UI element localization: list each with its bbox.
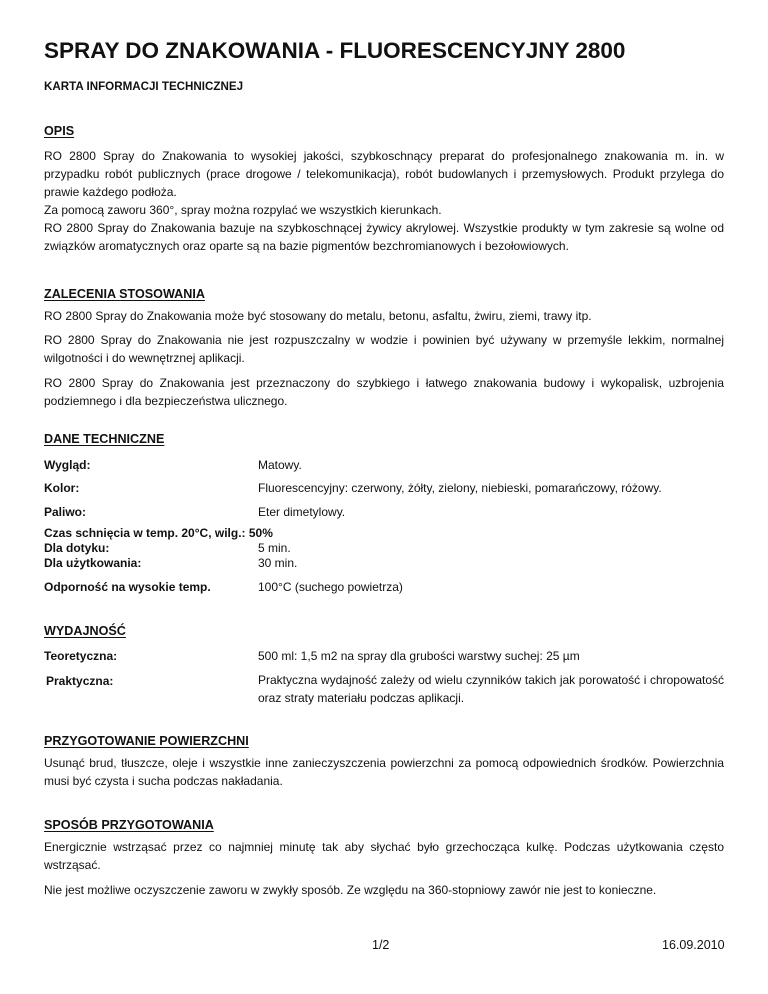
przygotowanie-powierzchni-paragraph: Usunąć brud, tłuszcze, oleje i wszystkie inne zanieczyszczenia powierzchni za pomocą odpowiednich środków. Powierzchnia musi być czysta i sucha podczas nakładania.: [44, 756, 724, 788]
section-heading-zalecenia: ZALECENIA STOSOWANIA: [44, 287, 205, 301]
odpornosc-value: 100°C (suchego powietrza): [258, 580, 403, 594]
section-heading-dane: DANE TECHNICZNE: [44, 432, 165, 446]
sposob-paragraph-2: Nie jest możliwe oczyszczenie zaworu w zwykły sposób. Ze względu na 360-stopniowy zawór nie jest to konieczne.: [44, 883, 657, 897]
document-subtitle: KARTA INFORMACJI TECHNICZNEJ: [44, 80, 244, 93]
uzytkowanie-label: Dla użytkowania:: [44, 556, 142, 570]
page-number: 1/2: [372, 938, 390, 952]
kolor-value: Fluorescencyjny: czerwony, żółty, zielony, niebieski, pomarańczowy, różowy.: [258, 481, 662, 495]
section-heading-opis: OPIS: [44, 124, 75, 138]
section-heading-przygotowanie-powierzchni: PRZYGOTOWANIE POWIERZCHNI: [44, 734, 249, 748]
zalecenia-paragraph-3: RO 2800 Spray do Znakowania jest przeznaczony do szybkiego i łatwego znakowania budowy i wykopalisk, uzbrojenia podziemnego i dla bezpieczeństwa ulicznego.: [44, 376, 724, 408]
paliwo-value: Eter dimetylowy.: [258, 505, 346, 519]
praktyczna-value: Praktyczna wydajność zależy od wielu czynników takich jak porowatość i chropowatość oraz straty materiału podczas aplikacji.: [258, 673, 724, 705]
teoretyczna-label: Teoretyczna:: [44, 649, 118, 663]
kolor-label: Kolor:: [44, 481, 80, 495]
section-heading-sposob: SPOSÓB PRZYGOTOWANIA: [44, 818, 214, 832]
dotyk-value: 5 min.: [258, 541, 291, 555]
wyglad-label: Wygląd:: [44, 458, 91, 472]
sposob-paragraph-1: Energicznie wstrząsać przez co najmniej minutę tak aby słychać było grzechocząca kulkę. Podczas użytkowania często wstrząsać.: [44, 840, 724, 872]
zalecenia-paragraph-2: RO 2800 Spray do Znakowania nie jest rozpuszczalny w wodzie i powinien być używany w przemyśle lekkim, normalnej wilgotności i do wewnętrznej aplikacji.: [44, 333, 724, 365]
opis-paragraph-1: RO 2800 Spray do Znakowania to wysokiej jakości, szybkoschnący preparat do profesjonalnego znakowania m. in. w przypadku robót publicznych (prace drogowe / telekomunikacja), robót budowlanych i przemysłowych. Produkt przylega do prawie każdego podłoża.: [44, 149, 724, 199]
wyglad-value: Matowy.: [258, 458, 302, 472]
czas-schniecia-label: Czas schnięcia w temp. 20°C, wilg.: 50%: [44, 526, 273, 540]
opis-paragraph-2: Za pomocą zaworu 360°, spray można rozpylać we wszystkich kierunkach.: [44, 203, 442, 217]
teoretyczna-value: 500 ml: 1,5 m2 na spray dla grubości warstwy suchej: 25 µm: [258, 649, 580, 663]
uzytkowanie-value: 30 min.: [258, 556, 298, 570]
dotyk-label: Dla dotyku:: [44, 541, 110, 555]
paliwo-label: Paliwo:: [44, 505, 87, 519]
zalecenia-paragraph-1: RO 2800 Spray do Znakowania może być stosowany do metalu, betonu, asfaltu, żwiru, ziemi, trawy itp.: [44, 309, 592, 323]
document-date: 16.09.2010: [662, 938, 725, 952]
odpornosc-label: Odporność na wysokie temp.: [44, 580, 211, 594]
opis-paragraph-3: RO 2800 Spray do Znakowania bazuje na szybkoschnącej żywicy akrylowej. Wszystkie produkty w tym zakresie są wolne od związków aromatycznych oraz oparte są na bazie pigmentów bezchromianowych i bezołowiowych.: [44, 221, 724, 253]
section-heading-wydajnosc: WYDAJNOŚĆ: [44, 624, 126, 638]
document-title: SPRAY DO ZNAKOWANIA - FLUORESCENCYJNY 2800: [44, 38, 626, 63]
praktyczna-label: Praktyczna:: [46, 674, 114, 688]
